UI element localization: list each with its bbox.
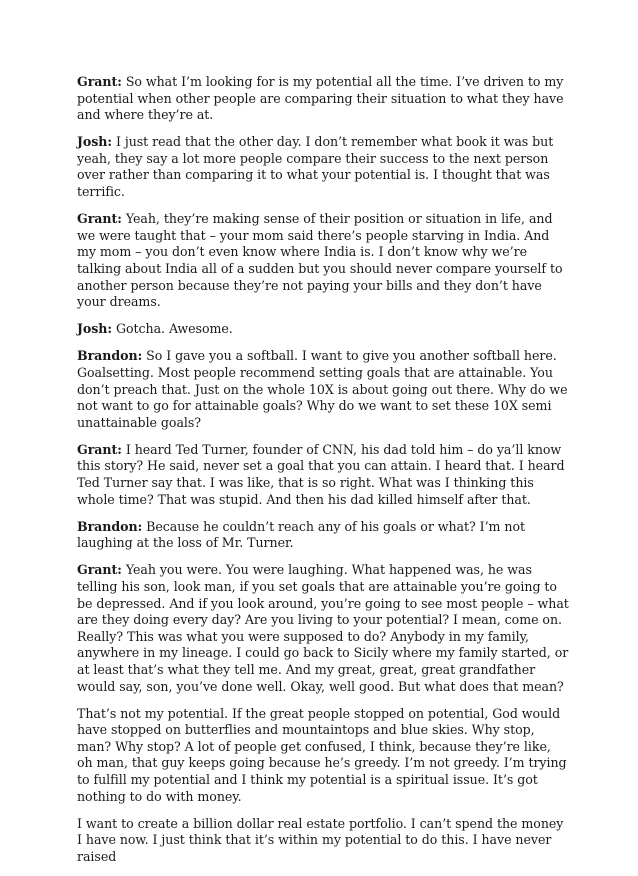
transcript-paragraph <box>77 816 569 866</box>
paragraph-text: Because he couldn’t reach any of his goals or what? I’m not laughing at the loss of Mr. Turner. <box>77 518 525 551</box>
paragraph-text: Yeah you were. You were laughing. What happened was, he was telling his son, look man, if you set goals that are attainable you’re going to be depressed. And if you look around, you’re going to see most people – what are they doing every day? Are you living to your potential? I mean, come on. Really? This was what you were supposed to do? Anybody in my family, anywhere in my lineage. I could go back to Sicily where my family started, or at least that’s what they tell me. And my great, great, great grandfather would say, son, you’ve done well. Okay, well good. But what does that mean? <box>77 562 569 694</box>
transcript-paragraph <box>77 706 569 806</box>
transcript-paragraph <box>77 519 569 552</box>
speaker-label: Grant: <box>77 74 122 89</box>
transcript-paragraph <box>77 321 569 338</box>
speaker-label: Josh: <box>77 321 113 337</box>
paragraph-text: Gotcha. Awesome. <box>112 321 233 337</box>
paragraph-text: Yeah, they’re making sense of their position or situation in life, and we were taught that – your mom said there’s people starving in India. And my mom – you don’t even know where India is. I don’t know why we’re talking about India all of a sudden but you should never compare yourself to another person because they’re not paying your bills and they don’t have your dreams. <box>77 211 563 310</box>
transcript-paragraph <box>77 348 569 431</box>
transcript-paragraph <box>77 442 569 508</box>
paragraph-text: I heard Ted Turner, founder of CNN, his dad told him – do ya’ll know this story? He said, never set a goal that you can attain. I heard that. I heard Ted Turner say that. I was like, that is so right. What was I thinking this whole time? That was stupid. And then his dad killed himself after that. <box>77 441 565 507</box>
transcript-paragraph <box>77 134 569 200</box>
speaker-label: Josh: <box>77 134 113 150</box>
paragraph-text: So I gave you a softball. I want to give you another softball here. Goalsetting. Most people recommend setting goals that are attainable. You don’t preach that. Just on the whole 10X is about going out there. Why do we not want to go for attainable goals? Why do we want to set these 10X semi unattainable goals? <box>77 348 568 430</box>
speaker-label: Brandon: <box>77 348 143 364</box>
paragraph-text: I want to create a billion dollar real estate portfolio. I can’t spend the money I have now. I just think that it’s within my potential to do this. I have never raised <box>77 815 564 864</box>
transcript-paragraph <box>77 74 569 124</box>
speaker-label: Grant: <box>77 562 122 578</box>
transcript-paragraph <box>77 562 569 695</box>
speaker-label: Brandon: <box>77 518 143 534</box>
transcript-page <box>77 74 569 876</box>
paragraph-text: That’s not my potential. If the great people stopped on potential, God would have stopped on butterflies and mountaintops and blue skies. Why stop, man? Why stop? A lot of people get confused, I think, because they’re like, oh man, that guy keeps going because he’s greedy. I’m not greedy. I’m trying to fulfill my potential and I think my potential is a spiritual issue. It’s got nothing to do with money. <box>77 705 567 804</box>
paragraph-text: I just read that the other day. I don’t remember what book it was but yeah, they say a lot more people compare their success to the next person over rather than comparing it to what your potential is. I thought that was terrific. <box>77 134 554 200</box>
paragraph-text: So what I’m looking for is my potential all the time. I’ve driven to my potential when other people are comparing their situation to what they have and where they’re at. <box>77 74 564 123</box>
speaker-label: Grant: <box>77 211 122 227</box>
speaker-label: Grant: <box>77 441 122 457</box>
transcript-paragraph <box>77 211 569 311</box>
